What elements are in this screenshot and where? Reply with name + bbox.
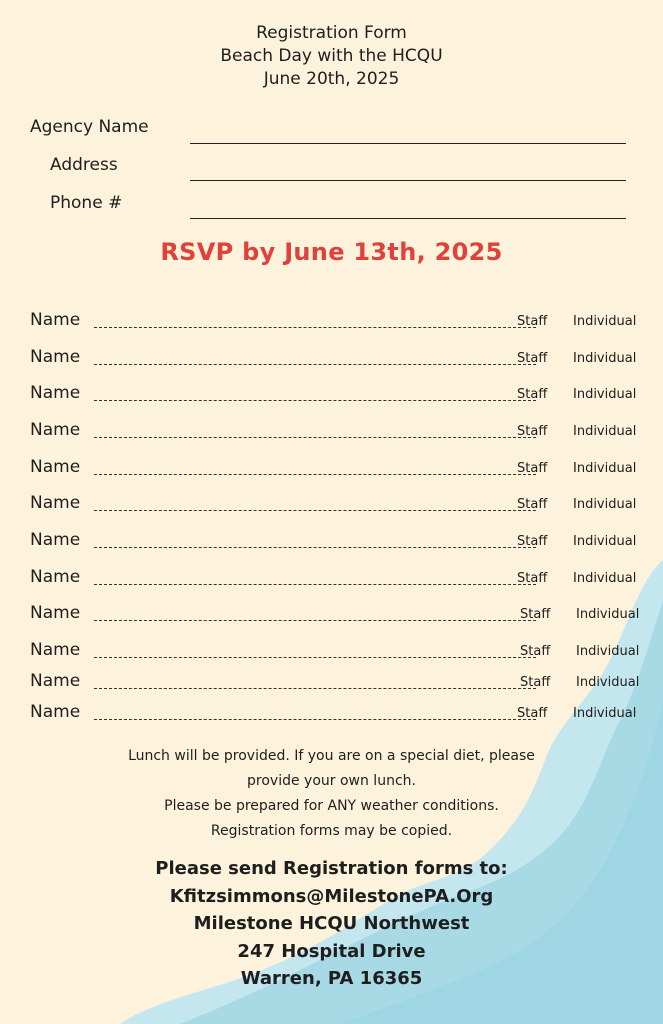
staff-option[interactable]: Staff: [517, 424, 548, 439]
note-line: provide your own lunch.: [247, 773, 416, 789]
name-label: Name: [30, 310, 81, 330]
individual-option[interactable]: Individual: [573, 424, 637, 439]
attendee-row: [30, 345, 660, 369]
contact-city: Warren, PA 16365: [240, 968, 423, 989]
name-line[interactable]: [94, 584, 536, 585]
attendee-row: [30, 565, 660, 589]
individual-option[interactable]: Individual: [573, 571, 637, 586]
attendee-row: [30, 381, 660, 405]
name-line[interactable]: [94, 620, 536, 621]
individual-option[interactable]: Individual: [576, 644, 640, 659]
agency-name-label: Agency Name: [30, 117, 149, 137]
name-line[interactable]: [94, 688, 536, 689]
name-label: Name: [30, 457, 81, 477]
attendee-row: [30, 669, 660, 693]
rsvp-deadline: RSVP by June 13th, 2025: [160, 238, 503, 266]
staff-option[interactable]: Staff: [520, 644, 551, 659]
name-label: Name: [30, 702, 81, 722]
event-name: Beach Day with the HCQU: [220, 46, 443, 66]
name-label: Name: [30, 530, 81, 550]
phone-label: Phone #: [50, 193, 123, 213]
attendee-row: [30, 308, 660, 332]
name-label: Name: [30, 671, 81, 691]
name-label: Name: [30, 567, 81, 587]
name-label: Name: [30, 493, 81, 513]
individual-option[interactable]: Individual: [573, 534, 637, 549]
contact-heading: Please send Registration forms to:: [155, 858, 508, 879]
address-label: Address: [50, 155, 118, 175]
attendee-row: [30, 455, 660, 479]
staff-option[interactable]: Staff: [517, 571, 548, 586]
staff-option[interactable]: Staff: [517, 461, 548, 476]
form-title: Registration Form: [256, 23, 407, 43]
staff-option[interactable]: Staff: [520, 675, 551, 690]
event-date: June 20th, 2025: [263, 69, 400, 89]
name-line[interactable]: [94, 657, 536, 658]
name-line[interactable]: [94, 400, 536, 401]
contact-street: 247 Hospital Drive: [237, 940, 426, 962]
staff-option[interactable]: Staff: [517, 706, 548, 721]
attendee-row: [30, 528, 660, 552]
name-line[interactable]: [94, 719, 536, 720]
individual-option[interactable]: Individual: [573, 461, 637, 476]
name-label: Name: [30, 347, 81, 367]
name-label: Name: [30, 640, 81, 660]
individual-option[interactable]: Individual: [573, 314, 637, 329]
note-line: Registration forms may be copied.: [210, 823, 453, 839]
staff-option[interactable]: Staff: [517, 387, 548, 402]
individual-option[interactable]: Individual: [573, 706, 637, 721]
name-label: Name: [30, 383, 81, 403]
staff-option[interactable]: Staff: [517, 497, 548, 512]
individual-option[interactable]: Individual: [573, 497, 637, 512]
name-line[interactable]: [94, 327, 536, 328]
staff-option[interactable]: Staff: [517, 351, 548, 366]
contact-org: Milestone HCQU Northwest: [193, 913, 470, 934]
attendee-row: [30, 638, 660, 662]
staff-option[interactable]: Staff: [517, 534, 548, 549]
staff-option[interactable]: Staff: [517, 314, 548, 329]
attendee-row: [30, 418, 660, 442]
attendee-row: [30, 700, 660, 724]
notes: [0, 744, 663, 844]
individual-option[interactable]: Individual: [576, 607, 640, 622]
attendee-row: [30, 491, 660, 515]
name-line[interactable]: [94, 364, 536, 365]
staff-option[interactable]: Staff: [520, 607, 551, 622]
note-line: Please be prepared for ANY weather conditions.: [164, 798, 499, 814]
individual-option[interactable]: Individual: [573, 387, 637, 402]
name-line[interactable]: [94, 510, 536, 511]
individual-option[interactable]: Individual: [576, 675, 640, 690]
name-label: Name: [30, 420, 81, 440]
name-line[interactable]: [94, 437, 536, 438]
contact-email[interactable]: Kfitzsimmons@MilestonePA.Org: [169, 885, 494, 907]
name-label: Name: [30, 603, 81, 623]
name-line[interactable]: [94, 547, 536, 548]
attendee-row: [30, 601, 660, 625]
individual-option[interactable]: Individual: [573, 351, 637, 366]
contact-block: [0, 855, 663, 993]
note-line: Lunch will be provided. If you are on a special diet, please: [128, 748, 535, 764]
name-line[interactable]: [94, 474, 536, 475]
